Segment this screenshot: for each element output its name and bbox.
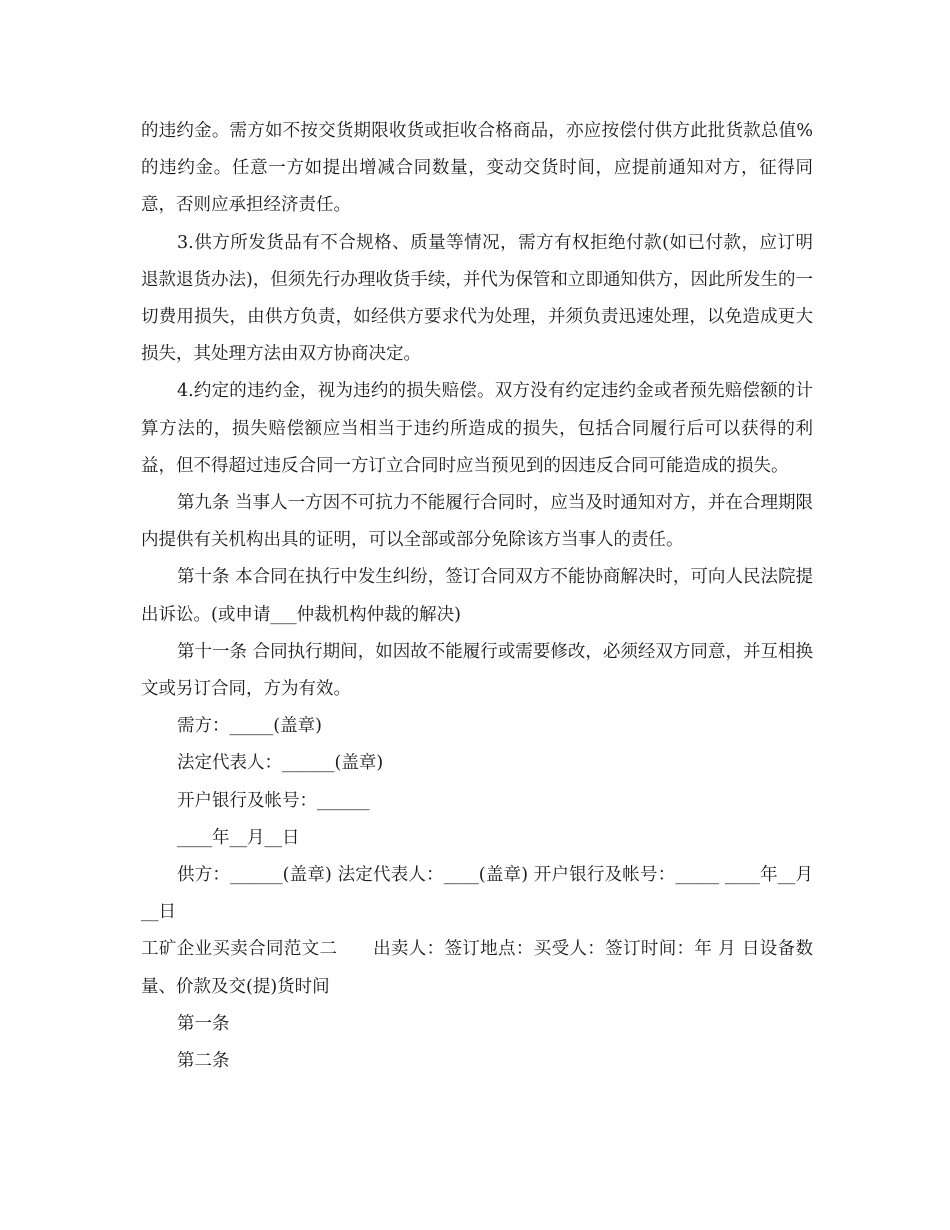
article-2-heading: 第二条: [177, 1051, 230, 1072]
paragraph-article-11: 第十一条 合同执行期间，如因故不能履行或需要修改，必须经双方同意，并互相换文或另订合同，方为有效。: [141, 641, 813, 700]
paragraph-clause-3: 3.供方所发货品有不合规格、质量等情况，需方有权拒绝付款(如已付款，应订明退款退货办法)，但须先行办理收货手续，并代为保管和立即通知供方，因此所发生的一切费用损失，由供方负责，如经供方要求代为处理，并须负责迅速处理，以免造成更大损失，其处理方法由双方协商决定。: [141, 232, 813, 365]
buyer-legal-rep-line: 法定代表人：______(盖章): [177, 753, 384, 774]
paragraph-article-10: 第十条 本合同在执行中发生纠纷，签订合同双方不能协商解决时，可向人民法院提出诉讼。(或申请___仲裁机构仲裁的解决): [141, 567, 813, 625]
article-1-heading: 第一条: [177, 1013, 230, 1034]
contract-two-heading: 工矿企业买卖合同范文二 出卖人：签订地点：买受人：签订时间：年 月 日设备数量、价款及交(提)货时间: [141, 939, 813, 997]
supplier-signature-line: 供方：______(盖章) 法定代表人：____(盖章) 开户银行及帐号：_____ ____年__月__日: [141, 865, 813, 923]
paragraph-penalty-continued: 的违约金。需方如不按交货期限收货或拒收合格商品，亦应按偿付供方此批货款总值%的违约金。任意一方如提出增减合同数量，变动交货时间，应提前通知对方，征得同意，否则应承担经济责任。: [141, 121, 813, 216]
buyer-signature-line: 需方：_____(盖章): [177, 716, 322, 737]
paragraph-clause-4: 4.约定的违约金，视为违约的损失赔偿。双方没有约定违约金或者预先赔偿额的计算方法的，损失赔偿额应当相当于违约所造成的损失，包括合同履行后可以获得的利益，但不得超过违反合同一方订立合同时应当预见到的因违反合同可能造成的损失。: [141, 381, 813, 476]
buyer-bank-account-line: 开户银行及帐号：______: [177, 790, 370, 811]
paragraph-article-9: 第九条 当事人一方因不可抗力不能履行合同时，应当及时通知对方，并在合理期限内提供有关机构出具的证明，可以全部或部分免除该方当事人的责任。: [141, 493, 813, 551]
document-body: [141, 113, 813, 1080]
buyer-date-line: ____年__月__日: [177, 827, 300, 848]
